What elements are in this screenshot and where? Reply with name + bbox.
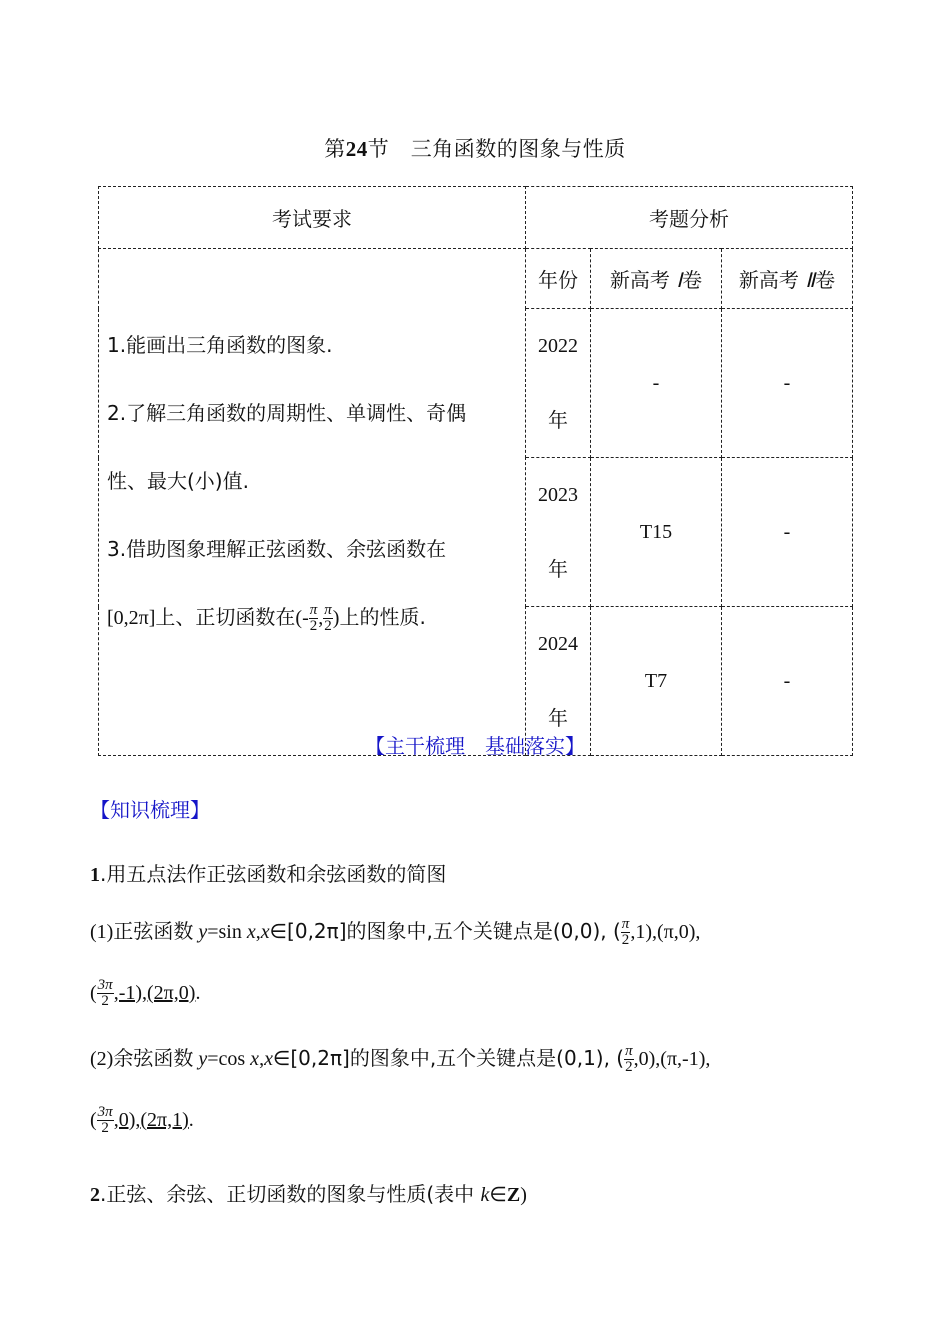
requirement-line: 2.了解三角函数的周期性、单调性、奇偶: [107, 401, 467, 425]
col-year: 年份: [526, 249, 591, 309]
col-exam-1: 新高考 Ⅰ卷: [591, 249, 722, 309]
year-cell: 2022 年: [526, 309, 591, 458]
header-exam-analysis: 考题分析: [526, 187, 853, 249]
header-exam-requirements: 考试要求: [99, 187, 526, 249]
exam1-cell: T15: [591, 458, 722, 607]
cosine-key-points-line2: ( $\frac{3\pi}{2}$ ,0),(2π,1).: [90, 1104, 194, 1136]
year-cell: 2023 年: [526, 458, 591, 607]
fraction: $\frac{3\pi}{2}$: [97, 1104, 113, 1136]
cosine-key-points-line1: (2)余弦函数 y=cos x,x∈[0,2π]的图象中,五个关键点是(0,1), ( $\frac{\pi}{2}$ ,0),(π,-1),: [90, 1043, 711, 1075]
sine-key-points-line2: ( $\frac{3\pi}{2}$ ,-1),(2π,0).: [90, 977, 201, 1009]
section-heading-main: 【主干梳理 基础落实】: [365, 734, 585, 758]
exam1-cell: T7: [591, 607, 722, 756]
year-cell: 2024 年: [526, 607, 591, 756]
page-title: 第24节 三角函数的图象与性质: [324, 137, 626, 161]
exam-requirements-table: [98, 186, 853, 756]
section-heading-knowledge: 【知识梳理】: [90, 798, 210, 822]
exam1-cell: -: [591, 309, 722, 458]
fraction: $\frac{\pi}{2}$: [309, 602, 318, 634]
requirement-line: 3.借助图象理解正弦函数、余弦函数在: [107, 537, 447, 561]
exam2-cell: -: [722, 607, 853, 756]
fraction: $\frac{\pi}{2}$: [625, 1043, 633, 1075]
col-exam-2: 新高考 Ⅱ卷: [722, 249, 853, 309]
item-1-heading: 1.用五点法作正弦函数和余弦函数的简图: [90, 862, 447, 886]
sine-key-points-line1: (1)正弦函数 y=sin x,x∈[0,2π]的图象中,五个关键点是(0,0), ( $\frac{\pi}{2}$ ,1),(π,0),: [90, 916, 701, 948]
fraction: $\frac{\pi}{2}$: [621, 916, 630, 948]
fraction: $\frac{3\pi}{2}$: [97, 977, 113, 1009]
requirements-text: [99, 249, 526, 756]
item-2-heading: 2.正弦、余弦、正切函数的图象与性质(表中 k∈Z): [90, 1182, 527, 1206]
exam2-cell: -: [722, 458, 853, 607]
exam2-cell: -: [722, 309, 853, 458]
requirement-line: [0,2π]上、正切函数在(- $\frac{\pi}{2}$ , $\frac{\pi}{2}$ )上的性质.: [107, 602, 426, 634]
fraction: $\frac{\pi}{2}$: [324, 602, 332, 634]
requirement-line: 1.能画出三角函数的图象.: [107, 333, 333, 357]
requirement-line: 性、最大(小)值.: [107, 469, 249, 493]
